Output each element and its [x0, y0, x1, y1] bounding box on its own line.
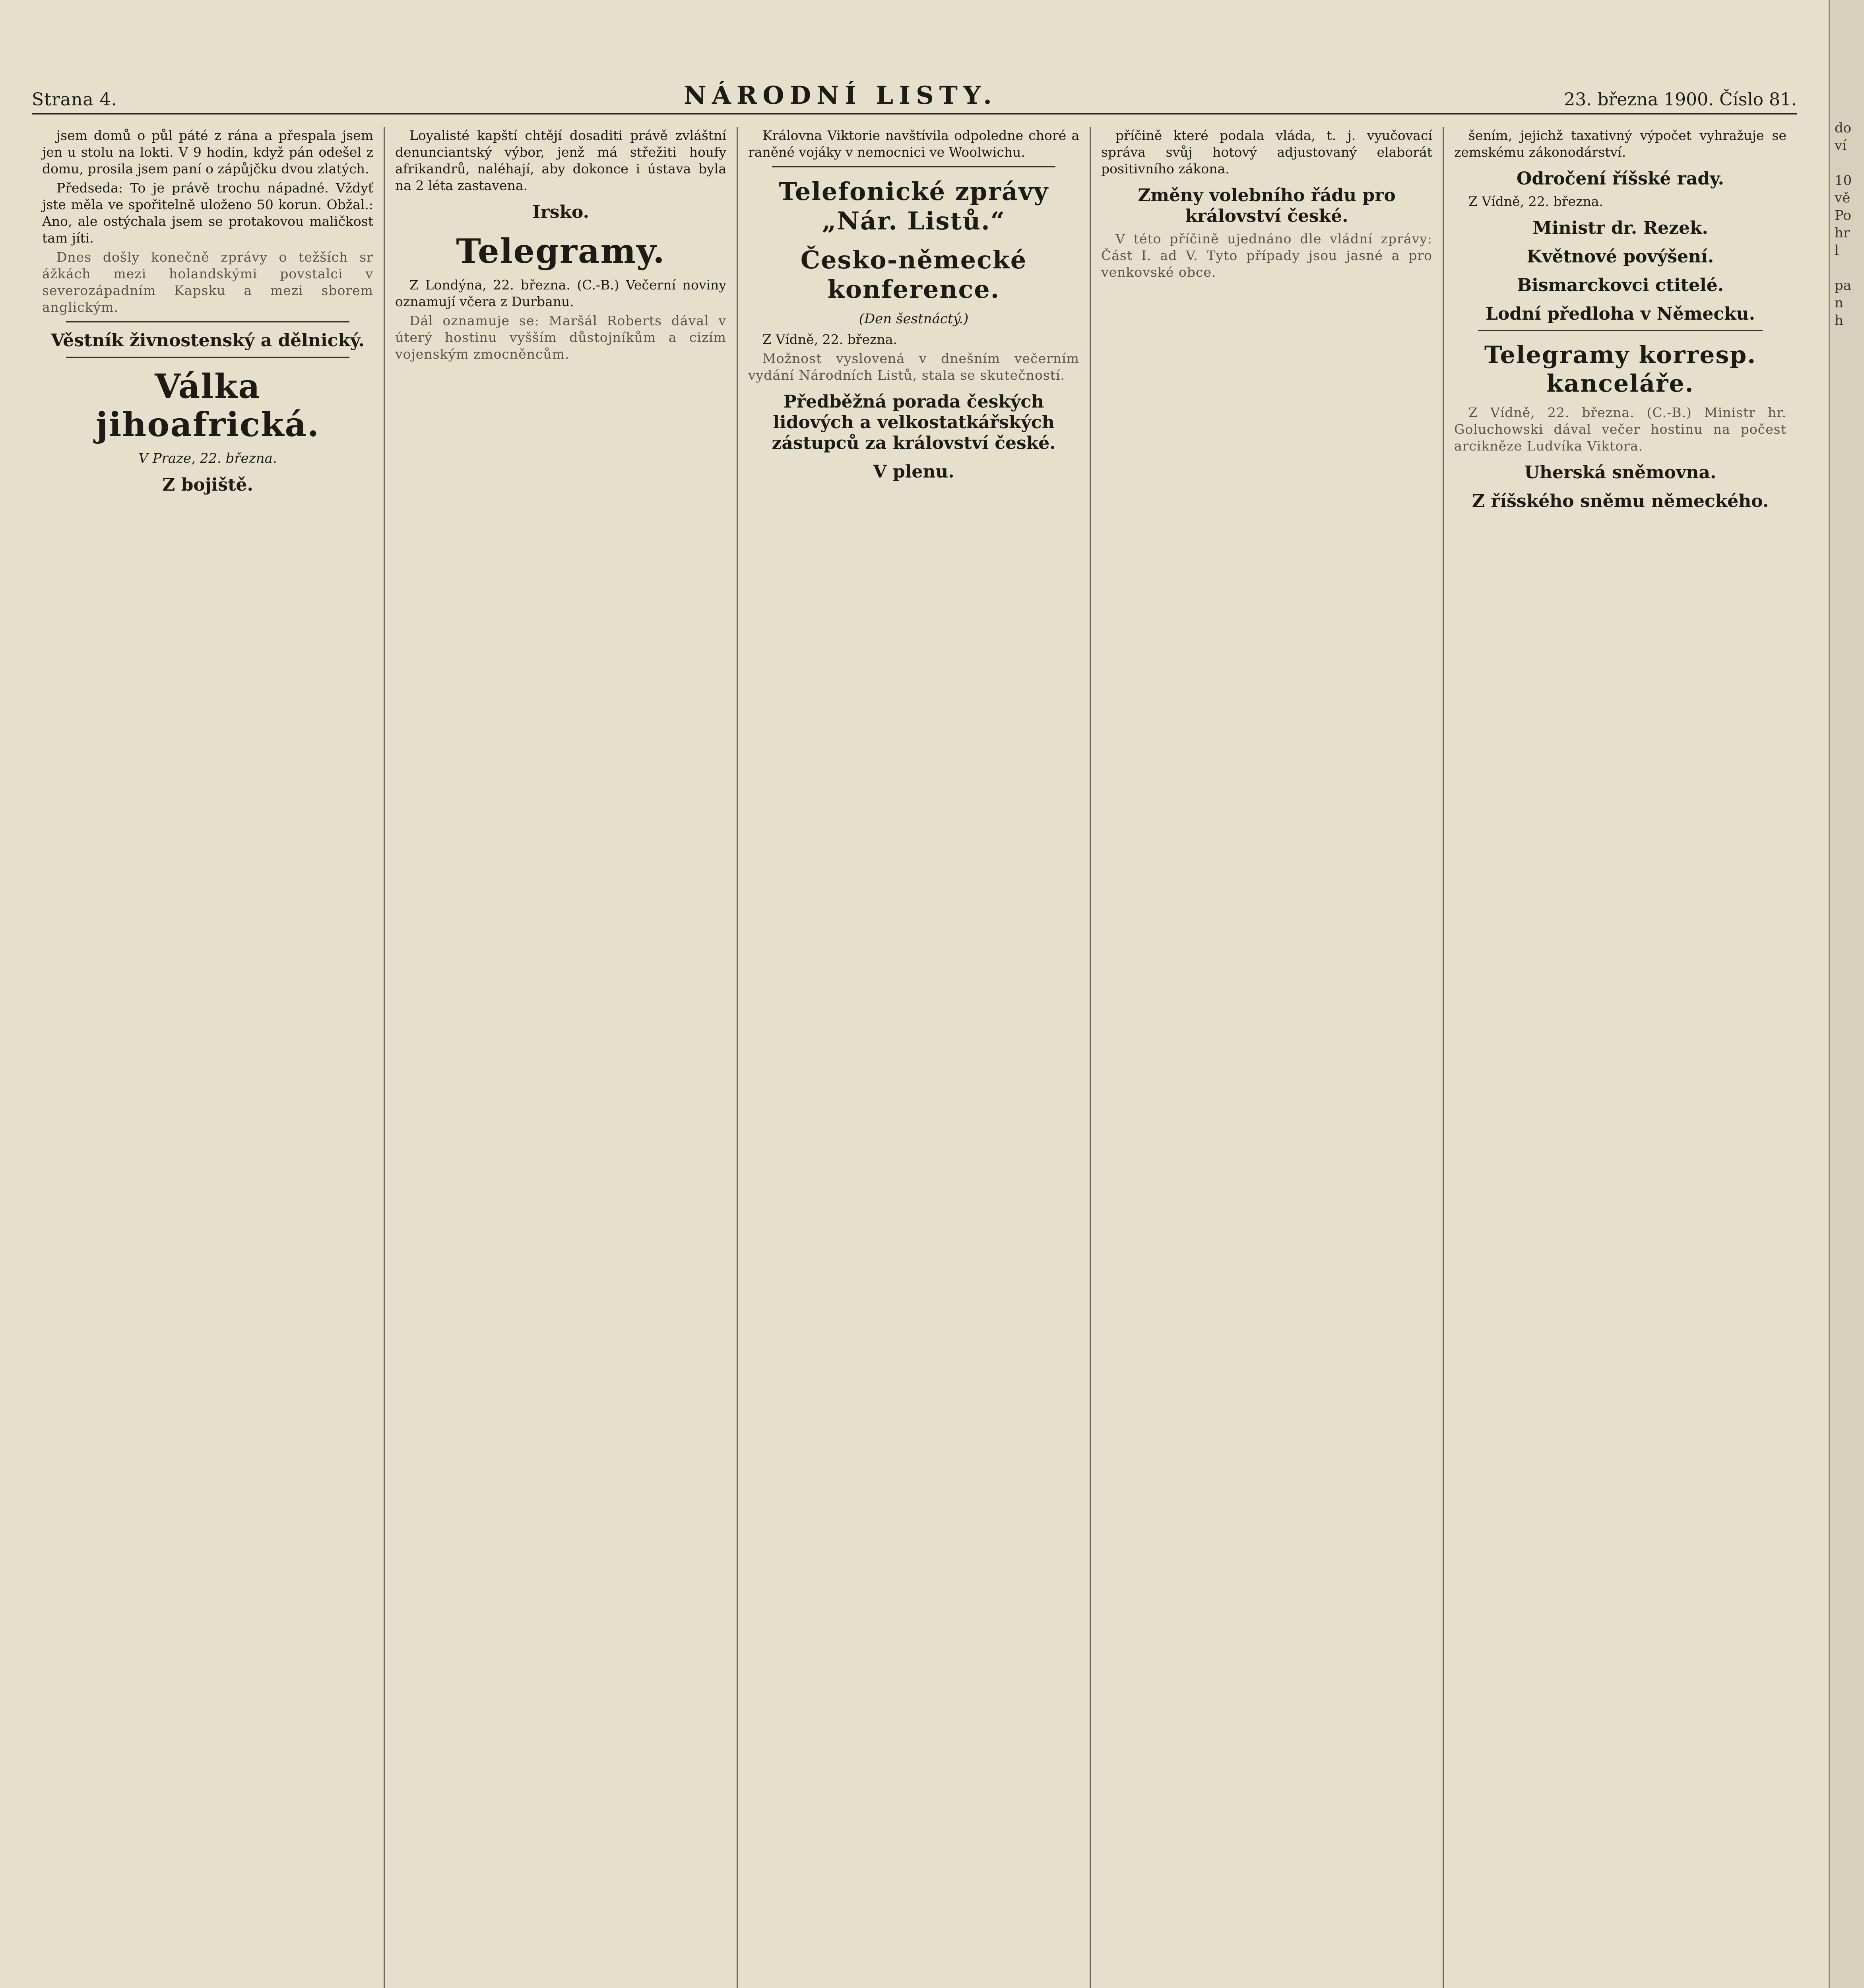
masthead: [32, 81, 1797, 115]
column-4: [1091, 127, 1444, 1988]
column-3: [738, 127, 1091, 1988]
section-heading: Ministr dr. Rezek.: [1532, 218, 1708, 238]
divider: [1478, 330, 1763, 331]
section-heading: Válka jihoafrická.: [95, 367, 320, 444]
section-heading: Změny volebního řádu pro království české.: [1138, 185, 1396, 226]
section-heading: Květnové povýšení.: [1527, 247, 1714, 267]
section-heading: Lodní předloha v Německu.: [1486, 304, 1755, 324]
article-columns: [32, 127, 1797, 1988]
dateline: V Praze, 22. března.: [138, 450, 277, 466]
paragraph: Dnes došly konečně zprávy o težších sr ážkách mezi holandskými povstalci v severozápadním Kapsku a mezi sborem anglickým.: [42, 249, 373, 315]
paragraph: jsem domů o půl páté z rána a přespala jsem jen u stolu na lokti. V 9 hodin, když pán odešel z domu, prosila jsem paní o zápůjčku dvou zlatých.: [42, 128, 373, 177]
dateline: Z Vídně, 22. března.: [762, 332, 897, 347]
section-heading: Z říšského sněmu německého.: [1472, 491, 1769, 511]
section-heading: Telegramy korresp. kanceláře.: [1484, 341, 1757, 398]
section-heading: Předběžná porada českých lidových a velkostatkářských zástupců za království české.: [772, 392, 1056, 453]
dateline: Z Vídně, 22. března.: [1468, 194, 1603, 209]
adjacent-page-fragment: do ví 10 vě Po hr l pa n h: [1835, 120, 1852, 328]
section-heading: Irsko.: [532, 202, 589, 222]
subheading: Z bojiště.: [162, 475, 253, 495]
section-heading: Bismarckovci ctitelé.: [1517, 275, 1724, 295]
page-number: Strana 4.: [32, 89, 117, 110]
divider: [66, 321, 349, 322]
paragraph: Dál oznamuje se: Maršál Roberts dával v úterý hostinu vyšším důstojníkům a cizím vojenským zmocněncům.: [395, 313, 726, 362]
adjacent-page-edge: [1829, 0, 1864, 1988]
issue-date: 23. března 1900. Číslo 81.: [1564, 89, 1797, 110]
section-heading: V plenu.: [873, 462, 954, 482]
divider: [66, 357, 349, 358]
paragraph: V této příčině ujednáno dle vládní zprávy: Část I. ad V. Tyto případy jsou jasné a pro venkovské obce.: [1101, 231, 1432, 280]
section-heading: Věstník živnostenský a dělnický.: [51, 330, 365, 351]
paragraph: Loyalisté kapští chtějí dosaditi právě zvláštní denunciantský výbor, jenž má střežiti houfy afrikandrů, naléhají, aby dokonce i ústava byla na 2 léta zastavena.: [395, 128, 726, 193]
paragraph: Možnost vyslovená v dnešním večerním vydání Národních Listů, stala se skutečností.: [748, 351, 1079, 383]
section-heading: Česko-německé konference.: [800, 245, 1027, 304]
column-5: [1444, 127, 1797, 1988]
paragraph: Předseda: To je právě trochu nápadné. Vždyť jste měla ve spořitelně uloženo 50 korun. Obžal.: Ano, ale ostýchala jsem se protakovou maličkost tam jíti.: [42, 180, 373, 246]
paragraph: Z Londýna, 22. března. (C.-B.) Večerní noviny oznamují včera z Durbanu.: [395, 277, 726, 309]
section-heading: Telegramy.: [456, 231, 665, 271]
section-heading: Odročení říšské rady.: [1517, 169, 1724, 189]
note: (Den šestnáctý.): [859, 311, 969, 327]
section-heading: Telefonické zprávy „Nár. Listů.“: [778, 177, 1049, 235]
paragraph: Z Vídně, 22. března. (C.-B.) Ministr hr. Goluchowski dával večer hostinu na počest arcikněze Ludvíka Viktora.: [1454, 405, 1786, 454]
paragraph: příčině které podala vláda, t. j. vyučovací správa svůj hotový adjustovaný elaborát positivního zákona.: [1101, 128, 1432, 177]
section-heading: Uherská sněmovna.: [1524, 462, 1717, 483]
paragraph: šením, jejichž taxativný výpočet vyhražuje se zemskému zákonodárství.: [1454, 128, 1786, 160]
newspaper-title: NÁRODNÍ LISTY.: [684, 81, 997, 110]
column-1: [32, 127, 385, 1988]
divider: [772, 166, 1055, 167]
paragraph: Královna Viktorie navštívila odpoledne choré a raněné vojáky v nemocnici ve Woolwichu.: [748, 128, 1079, 160]
column-2: [385, 127, 738, 1988]
